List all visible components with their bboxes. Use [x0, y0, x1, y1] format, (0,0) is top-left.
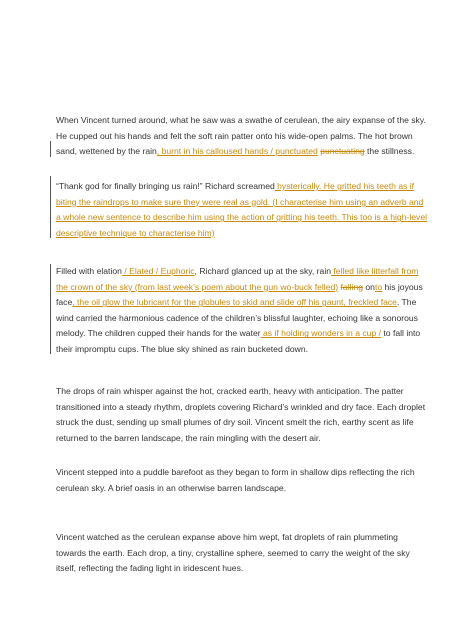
text-run: When Vincent turned around, what he saw was a swathe of cerulean, the airy expanse of the sky. He cupped out his hands and felt the soft rain patter onto his wide-open palms. The hot brown sand, wettened by the rain: [56, 115, 426, 157]
tracked-insertion: to: [374, 281, 383, 292]
tracked-deletion: falling: [340, 281, 364, 292]
paragraph-2: [56, 179, 428, 241]
text-run: the stillness.: [364, 146, 415, 157]
text-run: . The wind carried the harmonious cadence of the children’s blissful laughter, echoing like a sonorous melody. The children cupped their hands for the water: [56, 297, 418, 339]
paragraph-5: Vincent stepped into a puddle barefoot as they began to form in shallow dips reflecting the rich cerulean sky. A brief oasis in an otherwise barren landscape.: [56, 467, 415, 493]
text-run: to fall into their impromptu cups. The blue sky shined as rain bucketed down.: [56, 328, 421, 354]
paragraph-6: Vincent watched as the cerulean expanse above him wept, fat droplets of rain plummeting towards the earth. Each drop, a tiny, crystalline sphere, seemed to carry the weight of the sky itself, reflecting the fading light in iridescent hues.: [56, 532, 410, 574]
text-run: “Thank god for finally bringing us rain!” Richard screamed: [56, 181, 275, 191]
text-run: on: [363, 281, 375, 292]
paragraph-4: The drops of rain whisper against the hot, cracked earth, heavy with anticipation. The patter transitioned into a steady rhythm, droplets covering Richard’s wrinkled and dry face. Each droplet struck the dust, sending up small plumes of dry soil. Vincent smelt the rich, earthy scent as life returned to the barren landscape, the rain mingling with the desert air.: [56, 386, 426, 443]
paragraph-1: [56, 113, 428, 160]
text-run: , Richard glanced up at the sky, rain: [194, 266, 332, 276]
change-bar: [50, 264, 51, 354]
text-run: Filled with elation: [56, 266, 122, 276]
change-bar: [50, 176, 51, 238]
tracked-insertion: felled like litterfall from the crown of the sky (from last week’s poem about the gun wo-buck felled): [56, 266, 419, 292]
tracked-deletion: punctuating: [320, 146, 365, 157]
tracked-insertion: hysterically. He gritted his teeth as if biting the raindrops to make sure they were real as gold. (I characterise him using an adverb and a whole new sentence to describe him using the action of gritting his teeth. This too is a high-level descriptive technique to characterise him): [56, 181, 428, 238]
tracked-insertion: , burnt in his calloused hands / punctuated: [156, 146, 318, 157]
paragraph-3: [56, 264, 428, 358]
tracked-insertion: as if holding wonders in a cup /: [260, 328, 382, 339]
change-bar: [50, 141, 51, 157]
tracked-insertion: , the oil glow the lubricant for the globules to skid and slide off his gaunt, freckled face: [72, 297, 397, 308]
text-run: his joyous face: [56, 281, 423, 308]
tracked-insertion: / Elated / Euphoric: [121, 266, 195, 276]
